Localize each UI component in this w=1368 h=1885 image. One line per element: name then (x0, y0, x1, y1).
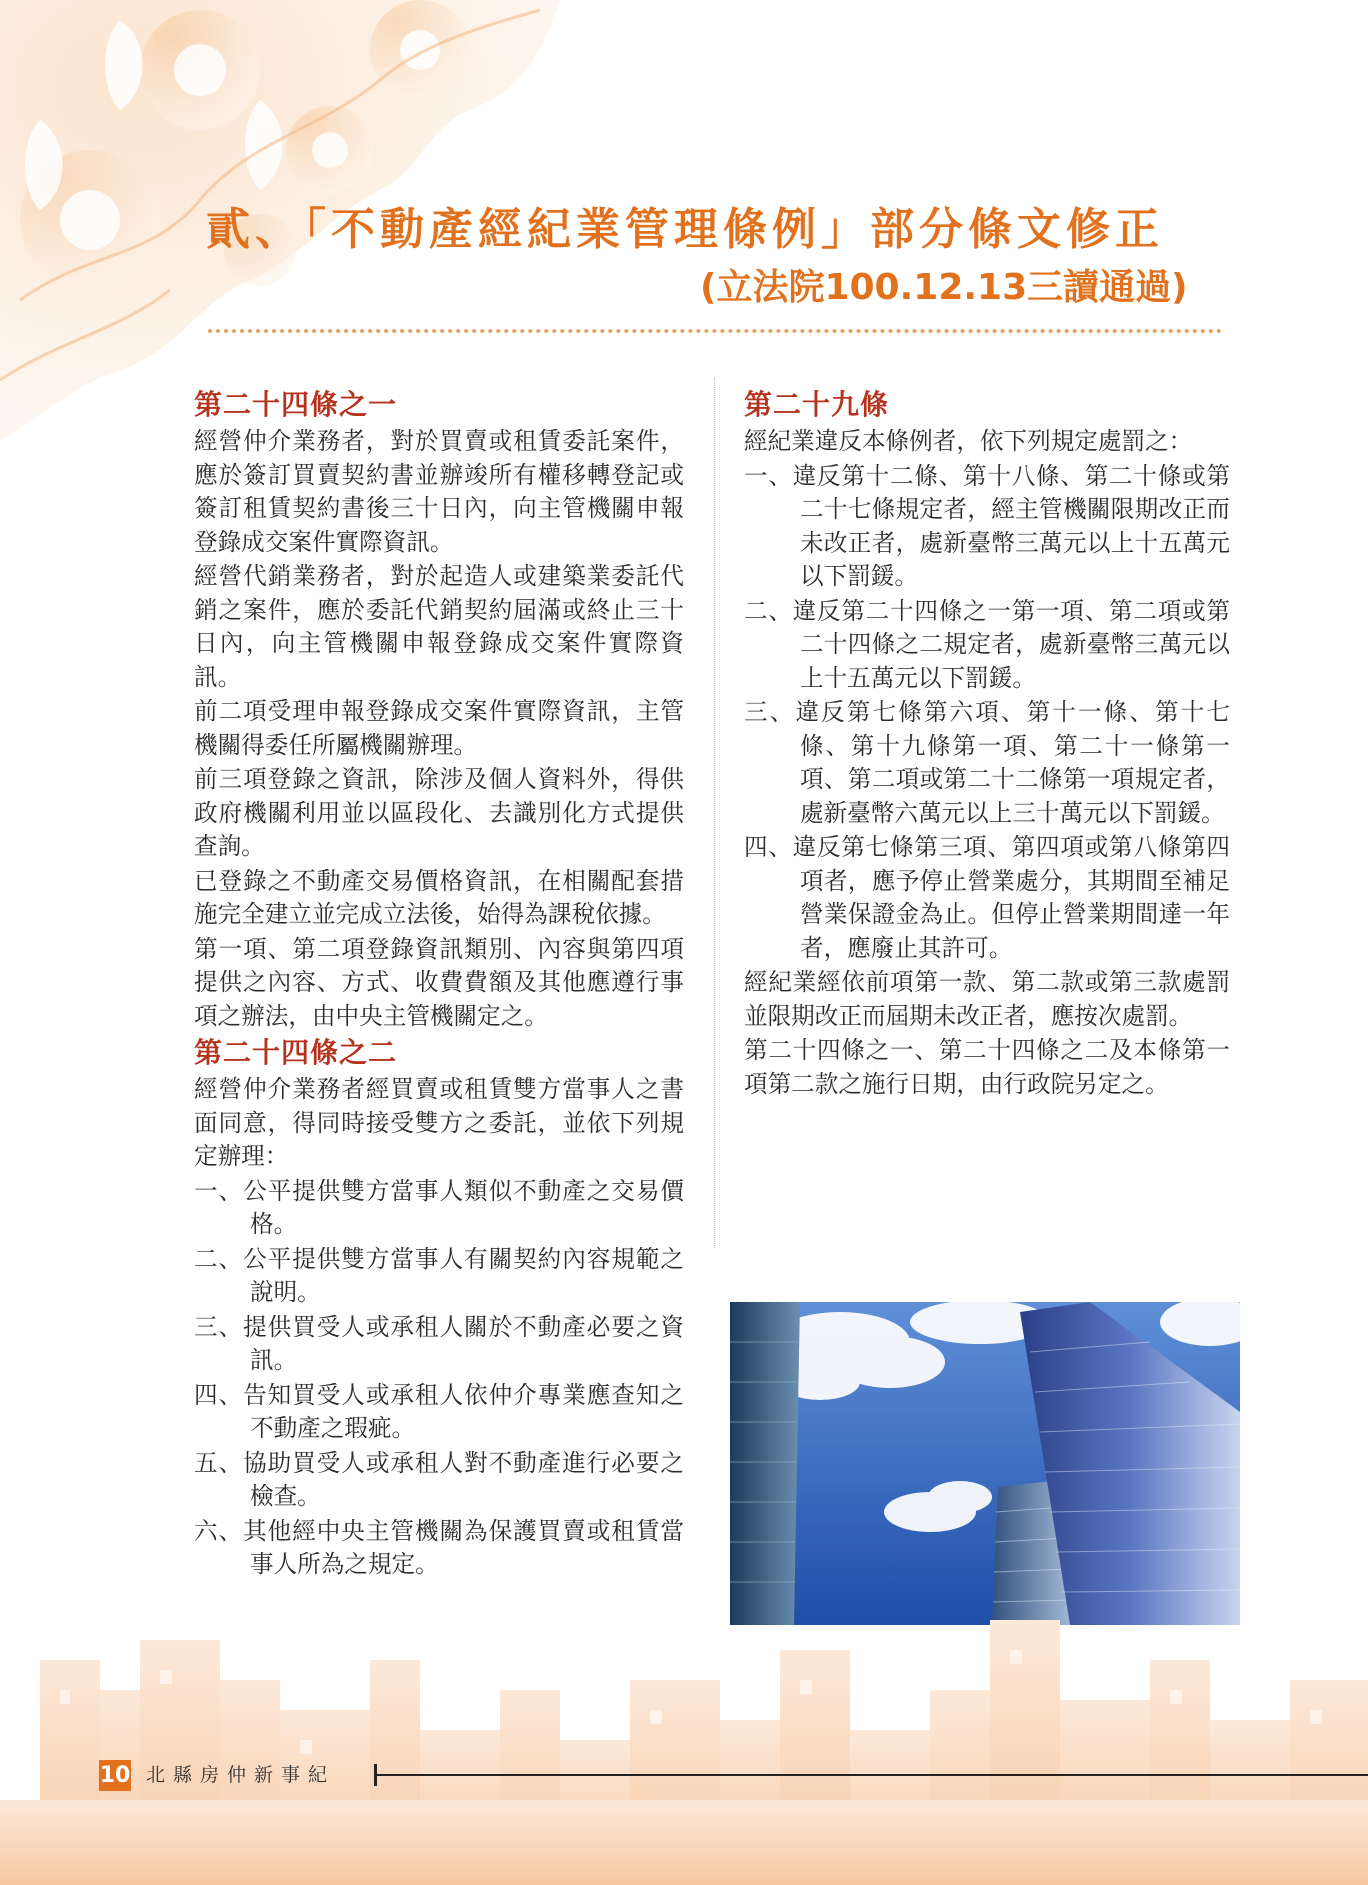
page-number: 10 (99, 1760, 131, 1791)
footer-rule (374, 1774, 1368, 1776)
right-column (744, 386, 1230, 1102)
publication-name: 北縣房仲新事紀 (146, 1764, 336, 1786)
page-title: 貳、「不動產經紀業管理條例」部分條文修正 (206, 204, 1164, 255)
skyscraper-photo (730, 1302, 1240, 1625)
article-list-item: 三、違反第七條第六項、第十一條、第十七條、第十九條第一項、第二十一條第一項、第二項或第二十二條第一項規定者，處新臺幣六萬元以上三十萬元以下罰鍰。 (744, 698, 1230, 827)
article-heading: 第二十四條之二 (194, 1036, 398, 1069)
article-list-item: 三、提供買受人或承租人關於不動產必要之資訊。 (194, 1312, 684, 1374)
title-dotted-divider (208, 329, 1222, 333)
article-list-item: 六、其他經中央主管機關為保護買賣或租賃當事人所為之規定。 (194, 1516, 684, 1578)
article-paragraph: 前二項受理申報登錄成交案件實際資訊，主管機關得委任所屬機關辦理。 (194, 697, 684, 759)
page-subtitle: (立法院100.12.13三讀通過) (700, 267, 1188, 308)
left-column (194, 386, 684, 1583)
article-paragraph: 第一項、第二項登錄資訊類別、內容與第四項提供之內容、方式、收費費額及其他應遵行事項之辦法，由中央主管機關定之。 (194, 934, 684, 1030)
city-skyline-decoration (0, 1620, 1368, 1885)
article-paragraph: 經營代銷業務者，對於起造人或建築業委託代銷之案件，應於委託代銷契約屆滿或終止三十日內，向主管機關申報登錄成交案件實際資訊。 (194, 562, 684, 691)
article-paragraph: 經紀業經依前項第一款、第二款或第三款處罰並限期改正而屆期未改正者，應按次處罰。 (744, 968, 1230, 1030)
article-paragraph: 前三項登錄之資訊，除涉及個人資料外，得供政府機關利用並以區段化、去識別化方式提供查詢。 (194, 765, 684, 860)
column-divider (714, 378, 715, 1248)
article-list-item: 一、違反第十二條、第十八條、第二十條或第二十七條規定者，經主管機關限期改正而未改正者，處新臺幣三萬元以上十五萬元以下罰鍰。 (744, 461, 1230, 590)
article-intro: 經紀業違反本條例者，依下列規定處罰之： (744, 427, 1193, 455)
article-list-item: 五、協助買受人或承租人對不動產進行必要之檢查。 (194, 1448, 684, 1510)
article-list-item: 二、公平提供雙方當事人有關契約內容規範之說明。 (194, 1244, 684, 1306)
article-paragraph: 已登錄之不動產交易價格資訊，在相關配套措施完全建立並完成立法後，始得為課稅依據。 (194, 866, 684, 928)
article-list-item: 二、違反第二十四條之一第一項、第二項或第二十四條之二規定者，處新臺幣三萬元以上十五萬元以下罰鍰。 (744, 596, 1230, 692)
article-heading: 第二十四條之一 (194, 388, 398, 421)
article-heading: 第二十九條 (744, 388, 890, 421)
article-list-item: 一、公平提供雙方當事人類似不動產之交易價格。 (194, 1176, 684, 1238)
article-paragraph: 第二十四條之一、第二十四條之二及本條第一項第二款之施行日期，由行政院另定之。 (744, 1036, 1230, 1098)
article-list-item: 四、告知買受人或承租人依仲介專業應查知之不動產之瑕疵。 (194, 1380, 684, 1442)
article-intro: 經營仲介業務者經買賣或租賃雙方當事人之書面同意，得同時接受雙方之委託，並依下列規定辦理： (194, 1075, 684, 1170)
article-list-item: 四、違反第七條第三項、第四項或第八條第四項者，應予停止營業處分，其期間至補足營業保證金為止。但停止營業期間達一年者，應廢止其許可。 (744, 833, 1230, 962)
article-paragraph: 經營仲介業務者，對於買賣或租賃委託案件，應於簽訂買賣契約書並辦竣所有權移轉登記或簽訂租賃契約書後三十日內，向主管機關申報登錄成交案件實際資訊。 (194, 427, 684, 556)
